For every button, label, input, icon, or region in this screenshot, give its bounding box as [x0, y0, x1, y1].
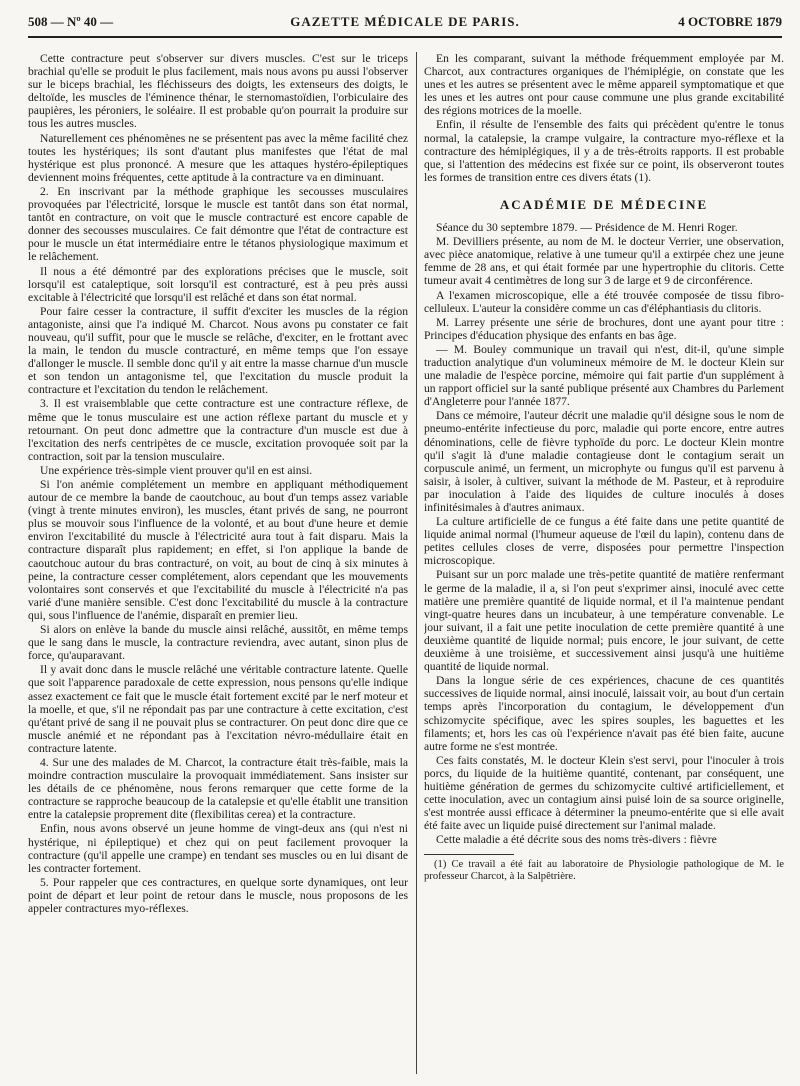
- paragraph: Pour faire cesser la contracture, il suffit d'exciter les muscles de la région antagoniste, ainsi que l'a indiqué M. Charcot. Nous avons pu constater ce fait nouveau, qu'il suffit, pour que le muscle se relâche, d'exciter, en le frottant avec la main, le tendon du muscle contracturé, en même temps que l'on essaye d'allonger le muscle. Il semble donc qu'il y ait entre la masse charnue d'un muscle et son tendon un antagonisme tel, que l'excitation du muscle produit la contracture et l'excitation du tendon le relâchement.: [28, 304, 408, 397]
- paragraph: Naturellement ces phénomènes ne se présentent pas avec la même facilité chez toutes les hystériques; ils sont d'autant plus manifestes que l'état de mal hystérique est plus prononcé. A mesure que les attaques hystéro-épileptiques deviennent moins fréquentes, cette aptitude à la contracture va en diminuant.: [28, 131, 408, 184]
- paragraph: Il nous a été démontré par des explorations précises que le muscle, soit lorsqu'il est cataleptique, soit lorsqu'il est contracturé, est à peu près aussi excitable à l'électricité que lorsqu'il est relâché et dans son état normal.: [28, 264, 408, 304]
- paragraph: En les comparant, suivant la méthode fréquemment employée par M. Charcot, aux contractures organiques de l'hémiplégie, on constate que les unes et les autres se présentent avec le même appareil symptomatique et que les unes et les autres ont pour cause commune une plus grande excitabilité des régions motrices de la moelle.: [424, 52, 784, 118]
- paragraph: Si l'on anémie complétement un membre en appliquant méthodiquement autour de ce membre la bande de caoutchouc, au bout d'un temps assez variable (vingt à trente minutes environ), les muscles, étant privés de sang, ne pourront plus se mouvoir sous l'influence de la volonté, et au bout d'une heure et demie environ l'excitabilité du muscle à l'électricité aura tout à fait disparu. Mais la contracture disparaît plus rapidement; en effet, si l'on applique la bande de caoutchouc autour du bras contracturé, on voit, au bout de cinq à six minutes à peine, la contracture cesser complétement, alors cependant que les mouvements volontaires sont conservés et que l'excitabilité du muscle à l'électricité n'a pas varié d'une manière sensible. C'est donc l'excitabilité du muscle à la contracture qui, sous l'influence de l'anémie, disparaît en premier lieu.: [28, 478, 408, 622]
- footnote-rule: [424, 854, 514, 855]
- paragraph: Cette contracture peut s'observer sur divers muscles. C'est sur le triceps brachial qu'elle se produit le plus facilement, mais nous avons pu aussi l'observer sur le biceps brachial, les fléchisseurs des doigts, les extenseurs des doigts, le deltoïde, les muscles de l'éminence thénar, le sternomastoïdien, l'orbiculaire des paupières, les péroniers, le soléaire. Il est probable qu'on pourrait la produire sur tous les autres muscles.: [28, 52, 408, 131]
- footnote: (1) Ce travail a été fait au laboratoire de Physiologie pathologique de M. le professeur Charcot, à la Salpêtrière.: [424, 859, 784, 883]
- paragraph: Enfin, nous avons observé un jeune homme de vingt-deux ans (qui n'est ni hystérique, ni épileptique) et chez qui on peut facilement provoquer la contracture (qu'il appelle une crampe) en tendant ses muscles ou en lui disant de les contracter fortement.: [28, 822, 408, 875]
- page-number: 508: [28, 14, 48, 29]
- paragraph: Dans la longue série de ces expériences, chacune de ces quantités successives de liquide normal, ainsi inoculé, laissait voir, au bout d'un certain temps après l'incorporation du contagium, le développement d'un schizomycite spécifique, avec les spires souples, les baguettes et les filaments; et, hors les cas où l'expérience n'avait pas été bien faite, aucune autre forme ne s'est montrée.: [424, 674, 784, 753]
- paragraph: 3. Il est vraisemblable que cette contracture est une contracture réflexe, de même que le tonus musculaire est une action réflexe partant du muscle et y retournant. On peut donc admettre que la contracture d'un muscle est due à l'excitation des nerfs centripètes de ce muscle, excitation provoquée soit par la contraction, soit par la tension musculaire.: [28, 397, 408, 463]
- journal-title: GAZETTE MÉDICALE DE PARIS.: [290, 14, 520, 29]
- paragraph: Il y avait donc dans le muscle relâché une véritable contracture latente. Quelle que soit l'apparence paradoxale de cette expression, nous pensons qu'elle indique assez exactement ce fait que le muscle était fortement excité par le nerf moteur et la moelle, et que, s'il ne répondait pas par une contracture à cette excitation, c'est qu'étant privé de sang il ne pouvait plus se contracturer. On peut donc dire que ce muscle anémié et ne répondant pas à l'excitation névro-médullaire était en contracture latente.: [28, 663, 408, 755]
- header-rule: [28, 36, 782, 38]
- paragraph: — M. Bouley communique un travail qui n'est, dit-il, qu'une simple traduction analytique d'un volumineux mémoire de M. le docteur Klein sur une maladie de l'espèce porcine, mémoire qui fait partie d'un supplément à un rapport officiel sur la santé publique présenté aux Chambres du Parlement d'Angleterre pour l'année 1877.: [424, 342, 784, 409]
- paragraph: M. Devilliers présente, au nom de M. le docteur Verrier, une observation, avec pièce anatomique, relative à une tumeur qu'il a extirpée chez une jeune femme de 28 ans, et qui était formée par une hypertrophie du clitoris. Cette tumeur avait 4 centimètres de long sur 3 de large et 9 de circonférence.: [424, 235, 784, 288]
- paragraph: La culture artificielle de ce fungus a été faite dans une petite quantité de liquide animal normal (l'humeur aqueuse de l'œil du lapin), contenu dans de petites cellules closes de verre, disposées pour permettre l'inspection microscopique.: [424, 515, 784, 568]
- issue-date: 4 OCTOBRE 1879: [678, 14, 782, 29]
- paragraph: Enfin, il résulte de l'ensemble des faits qui précèdent qu'entre le tonus normal, la catalepsie, la crampe vulgaire, la contracture myo-réflexe et la contracture des hémiplégiques, il y a de très-étroits rapports. Il est probable que, si l'attention des médecins est fixée sur ce point, ils observeront toutes les formes de transition entre ces divers états (1).: [424, 118, 784, 184]
- paragraph: 5. Pour rappeler que ces contractures, en quelque sorte dynamiques, ont leur point de départ et leur point de retour dans le muscle, nous proposons de les appeler contractures myo-réflexes.: [28, 875, 408, 915]
- paragraph: 2. En inscrivant par la méthode graphique les secousses musculaires provoquées par l'électricité, lorsque le muscle est tantôt dans son état normal, tantôt en contracture, on voit que le muscle contracturé est encore capable de donner des secousses musculaires. Ce fait démontre que l'état de contracture est pour le muscle un état intermédiaire entre le tétanos physiologique maximum et le relâchement.: [28, 184, 408, 264]
- paragraph: 4. Sur une des malades de M. Charcot, la contracture était très-faible, mais la moindre contraction musculaire la provoquait immédiatement. Sans insister sur les détails de ce phénomène, nous ferons remarquer que cette forme de la contracture se rapproche beaucoup de la catalepsie et qu'elle établit une transition entre la catalepsie proprement dite (flexibilitas cerea) et la contracture.: [28, 755, 408, 822]
- paragraph: M. Larrey présente une série de brochures, dont une ayant pour titre : Principes d'éducation physique des enfants en bas âge.: [424, 315, 784, 342]
- paragraph: Ces faits constatés, M. le docteur Klein s'est servi, pour l'inoculer à trois porcs, du liquide de la huitième quantité, contenant, par conséquent, une huitième génération de germes du schizomycite cultivé artificiellement, et cette inoculation, avec un contagium ainsi puisé loin de sa source originelle, s'est montrée aussi efficace à déterminer la pneumo-entérite que si elle avait été faite avec un liquide puisé directement sur l'animal malade.: [424, 753, 784, 833]
- left-column: [28, 52, 408, 1074]
- right-column: [424, 52, 784, 1074]
- column-divider: [416, 52, 417, 1074]
- session-line: Séance du 30 septembre 1879. — Présidence de M. Henri Roger.: [436, 221, 738, 235]
- issue-number: — Nº 40 —: [50, 14, 114, 29]
- paragraph: Dans ce mémoire, l'auteur décrit une maladie qu'il désigne sous le nom de pneumo-entérite infectieuse du porc, maladie qui porte encore, entre autres dénominations, celle de fièvre typhoïde du porc. Le docteur Klein montre qu'il s'agit là d'une maladie contagieuse dont le contagium serait un corpuscule animé, un ferment, un microphyte ou fungus qu'il est parvenu à saisir, à isoler, à cultiver, suivant la méthode de M. Pasteur, et à reproduire par inoculation à l'aide des liquides de culture inoculés à doses infinitésimales à d'autres animaux.: [424, 409, 784, 514]
- page-header: [28, 10, 782, 36]
- paragraph: Une expérience très-simple vient prouver qu'il en est ainsi.: [40, 463, 313, 477]
- paragraph: Cette maladie a été décrite sous des noms très-divers : fièvre: [436, 833, 717, 847]
- paragraph: A l'examen microscopique, elle a été trouvée composée de tissu fibro-celluleux. L'auteur la considère comme un cas d'éléphantiasis du clitoris.: [424, 288, 784, 315]
- section-title: ACADÉMIE DE MÉDECINE: [499, 196, 709, 212]
- paragraph: Si alors on enlève la bande du muscle ainsi relâché, aussitôt, en même temps que le sang dans le muscle, la contracture reviendra, avec autant, sinon plus de force, qu'auparavant.: [28, 623, 408, 663]
- paragraph: Puisant sur un porc malade une très-petite quantité de matière renfermant le germe de la maladie, il a, si l'on peut s'exprimer ainsi, inoculé avec cette matière une première quantité de liquide normal, et il l'a maintenue pendant vingt-quatre heures dans un incubateur, à une température convenable. Le jour suivant, il a fait une petite inoculation de cette première quantité à une deuxième quantité de liquide normal; puis encore, le jour suivant, de cette deuxième à une troisième, et successivement ainsi jusqu'à une huitième quantité de liquide normal.: [424, 568, 784, 674]
